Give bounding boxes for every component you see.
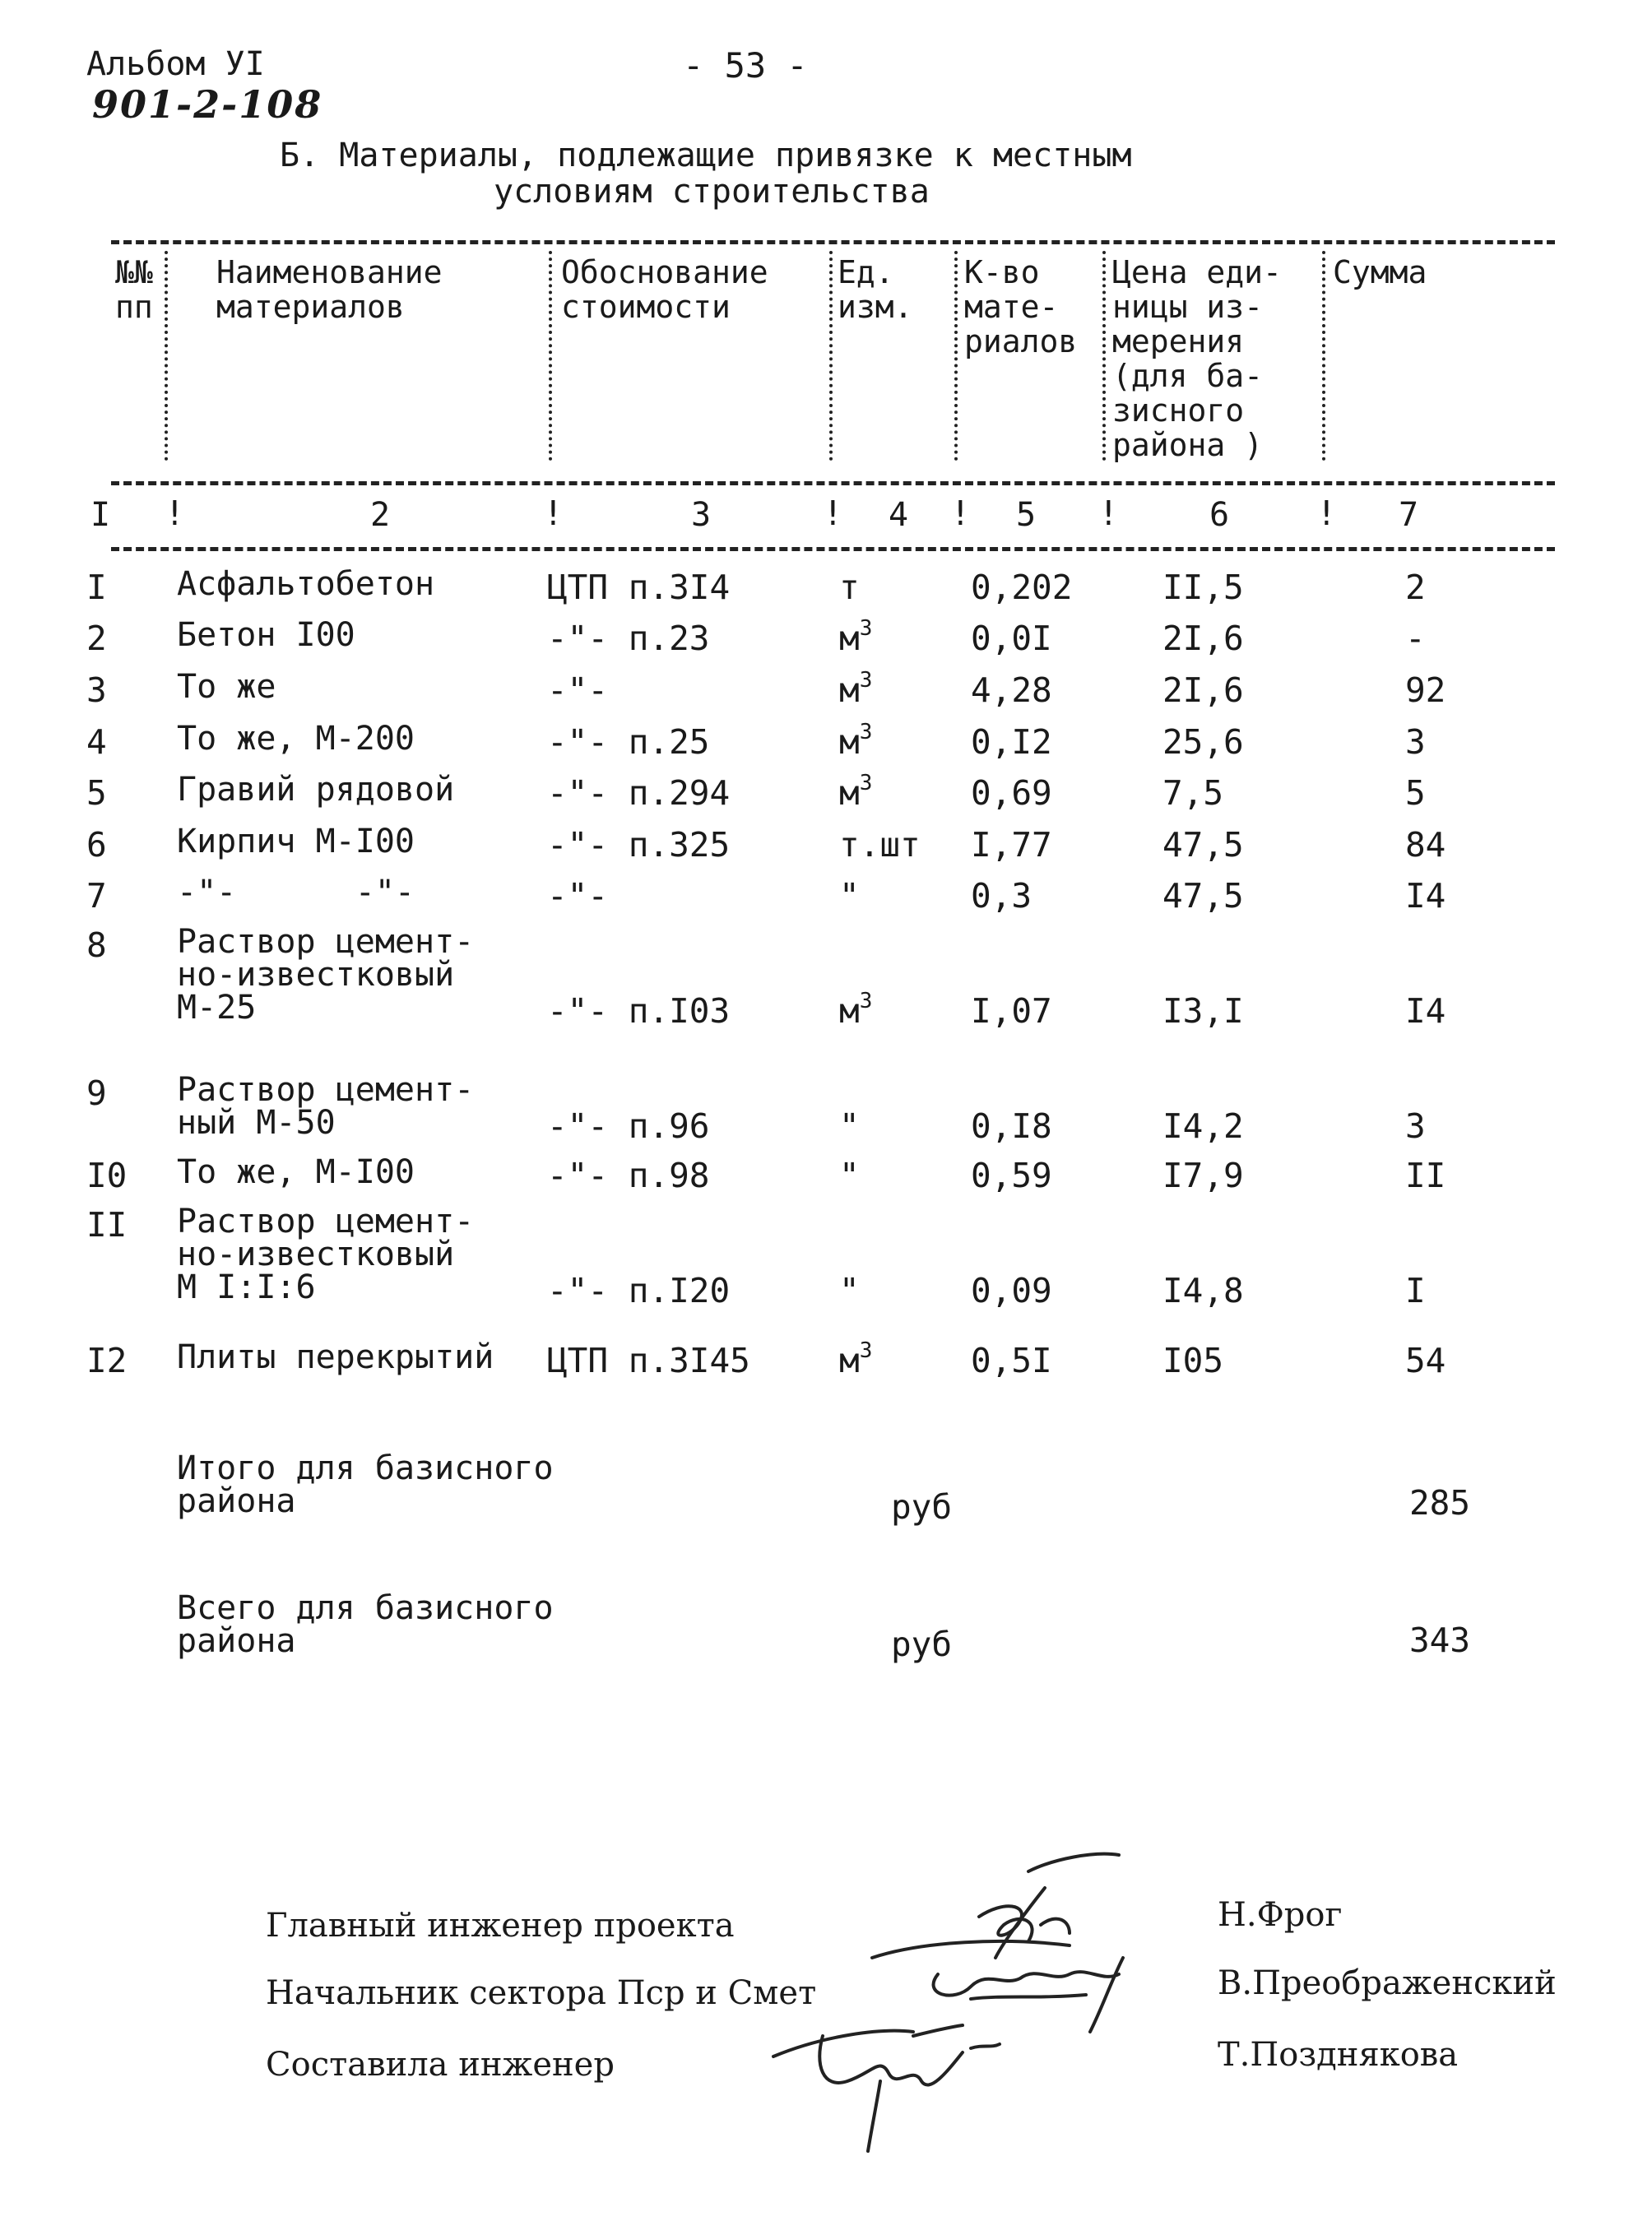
row-material-name: Раствор цемент- ный М-50: [177, 1071, 475, 1142]
row-material-name: Раствор цемент- но-известковый М-25: [177, 923, 475, 1027]
col-num: 6: [1209, 496, 1230, 534]
colnum-separator: !: [543, 494, 564, 533]
album-code-handwritten: 901-2-108: [92, 82, 323, 127]
row-unit: $м^3$: [839, 616, 873, 658]
row-unit-price: 47,5: [1162, 876, 1244, 916]
row-sum: I: [1405, 1271, 1426, 1310]
col-separator: [1322, 251, 1325, 461]
col-separator: [1102, 251, 1106, 461]
row-sum: 92: [1405, 670, 1446, 710]
handwritten-signatures-image: [757, 1843, 1218, 2155]
row-quantity: I,77: [971, 825, 1052, 865]
row-number: 5: [86, 773, 107, 813]
signature-name: В.Преображенский: [1218, 1964, 1557, 2002]
row-unit: ": [839, 1271, 860, 1310]
row-sum: I4: [1405, 991, 1446, 1031]
row-material-name: -"- -"-: [177, 874, 415, 911]
row-quantity: 0,69: [971, 773, 1052, 813]
colnum-separator: !: [1098, 494, 1119, 533]
row-cost-basis: -"- п.25: [547, 722, 710, 762]
col-num: I: [90, 496, 111, 534]
row-unit: $м^3$: [839, 771, 873, 813]
row-number: 7: [86, 876, 107, 916]
signature-role: Главный инженер проекта: [266, 1907, 735, 1945]
row-cost-basis: -"- п.98: [547, 1156, 710, 1195]
colnum-separator: !: [1316, 494, 1337, 533]
row-sum: 84: [1405, 825, 1446, 865]
row-unit-price: I05: [1162, 1341, 1224, 1380]
col-header-price: Цена еди- ницы из- мерения (для ба- зисного района ): [1112, 254, 1282, 463]
col-num: 2: [370, 496, 391, 534]
row-number: 4: [86, 722, 107, 762]
page-number: - 53 -: [683, 45, 808, 86]
row-number: 2: [86, 619, 107, 658]
row-number: I: [86, 568, 107, 607]
section-title-line2: условиям строительства: [494, 173, 930, 211]
row-quantity: I,07: [971, 991, 1052, 1031]
row-material-name: Бетон I00: [177, 616, 355, 654]
row-cost-basis: ЦТП п.3I45: [547, 1341, 750, 1380]
row-material-name: То же, М-I00: [177, 1153, 415, 1191]
col-num: 7: [1399, 496, 1419, 534]
row-cost-basis: -"- п.I20: [547, 1271, 731, 1310]
row-unit: $м^3$: [839, 720, 873, 762]
row-cost-basis: -"-: [547, 670, 609, 710]
col-header-qty: К-во мате- риалов: [964, 254, 1078, 359]
row-unit-price: I3,I: [1162, 991, 1244, 1031]
row-quantity: 0,5I: [971, 1341, 1052, 1380]
row-quantity: 0,I2: [971, 722, 1052, 762]
grand-total-label: Всего для базисного района: [177, 1589, 554, 1660]
total-sum: 285: [1409, 1483, 1471, 1523]
col-separator: [549, 251, 552, 461]
row-cost-basis: -"-: [547, 876, 609, 916]
row-sum: -: [1405, 619, 1426, 658]
row-sum: II: [1405, 1156, 1446, 1195]
row-quantity: 0,0I: [971, 619, 1052, 658]
row-quantity: 0,3: [971, 876, 1032, 916]
signature-name: Т.Позднякова: [1218, 2036, 1459, 2074]
section-title-line1: Б. Материалы, подлежащие привязке к местным: [280, 137, 1132, 174]
row-material-name: Гравий рядовой: [177, 771, 455, 809]
row-unit: $м^3$: [839, 668, 873, 710]
row-cost-basis: -"- п.96: [547, 1106, 710, 1146]
row-unit-price: I4,8: [1162, 1271, 1244, 1310]
col-header-unit: Ед. изм.: [838, 254, 913, 325]
row-material-name: Плиты перекрытий: [177, 1338, 494, 1376]
col-separator: [165, 251, 168, 461]
row-unit: ": [839, 1156, 860, 1195]
row-material-name: Асфальтобетон: [177, 565, 435, 603]
row-unit-price: I4,2: [1162, 1106, 1244, 1146]
col-separator: [954, 251, 958, 461]
total-label: Итого для базисного района: [177, 1449, 554, 1520]
row-number: 6: [86, 825, 107, 865]
row-number: 8: [86, 925, 107, 965]
col-header-name: Наименование материалов: [216, 254, 443, 325]
row-material-name: То же, М-200: [177, 720, 415, 758]
row-unit-price: 7,5: [1162, 773, 1224, 813]
row-cost-basis: ЦТП п.3I4: [547, 568, 731, 607]
row-quantity: 4,28: [971, 670, 1052, 710]
col-separator: [829, 251, 833, 461]
row-number: I0: [86, 1156, 128, 1195]
col-num: 4: [889, 496, 909, 534]
row-unit: $м^3$: [839, 1338, 873, 1380]
row-cost-basis: -"- п.294: [547, 773, 731, 813]
col-header-number: №№ пп: [115, 254, 153, 325]
row-unit-price: 2I,6: [1162, 619, 1244, 658]
row-cost-basis: -"- п.325: [547, 825, 731, 865]
row-quantity: 0,I8: [971, 1106, 1052, 1146]
row-unit: ": [839, 1106, 860, 1146]
col-num: 5: [1016, 496, 1037, 534]
col-num: 3: [691, 496, 712, 534]
row-number: II: [86, 1205, 128, 1245]
colnum-separator: !: [165, 494, 185, 533]
table-colnum-rule: [111, 547, 1555, 551]
grand-total-unit: руб: [891, 1625, 953, 1664]
col-header-basis: Обоснование стоимости: [561, 254, 768, 325]
row-unit: $м^3$: [839, 989, 873, 1031]
row-unit-price: I7,9: [1162, 1156, 1244, 1195]
row-quantity: 0,59: [971, 1156, 1052, 1195]
row-sum: 54: [1405, 1341, 1446, 1380]
row-material-name: Кирпич М-I00: [177, 823, 415, 860]
row-number: 9: [86, 1073, 107, 1113]
row-unit-price: II,5: [1162, 568, 1244, 607]
row-number: I2: [86, 1341, 128, 1380]
row-material-name: То же: [177, 668, 276, 706]
row-quantity: 0,09: [971, 1271, 1052, 1310]
row-sum: 3: [1405, 722, 1426, 762]
row-sum: 2: [1405, 568, 1426, 607]
row-unit: ": [839, 876, 860, 916]
table-top-rule: [111, 240, 1555, 244]
grand-total-sum: 343: [1409, 1621, 1471, 1660]
row-material-name: Раствор цемент- но-известковый М I:I:6: [177, 1203, 475, 1306]
row-unit: т: [839, 568, 860, 607]
row-number: 3: [86, 670, 107, 710]
colnum-separator: !: [823, 494, 843, 533]
row-unit-price: 47,5: [1162, 825, 1244, 865]
total-unit: руб: [891, 1487, 953, 1527]
signature-name: Н.Фрог: [1218, 1896, 1343, 1934]
row-cost-basis: -"- п.I03: [547, 991, 731, 1031]
album-label: Альбом УI: [86, 45, 265, 83]
signature-role: Составила инженер: [266, 2046, 615, 2084]
row-quantity: 0,202: [971, 568, 1073, 607]
colnum-separator: !: [950, 494, 971, 533]
row-unit-price: 2I,6: [1162, 670, 1244, 710]
row-unit-price: 25,6: [1162, 722, 1244, 762]
row-sum: 3: [1405, 1106, 1426, 1146]
row-sum: 5: [1405, 773, 1426, 813]
table-header-rule: [111, 481, 1555, 485]
signature-role: Начальник сектора Пср и Смет: [266, 1974, 817, 2012]
row-sum: I4: [1405, 876, 1446, 916]
row-cost-basis: -"- п.23: [547, 619, 710, 658]
row-unit: т.шт: [839, 825, 921, 865]
col-header-sum: Сумма: [1333, 254, 1427, 290]
